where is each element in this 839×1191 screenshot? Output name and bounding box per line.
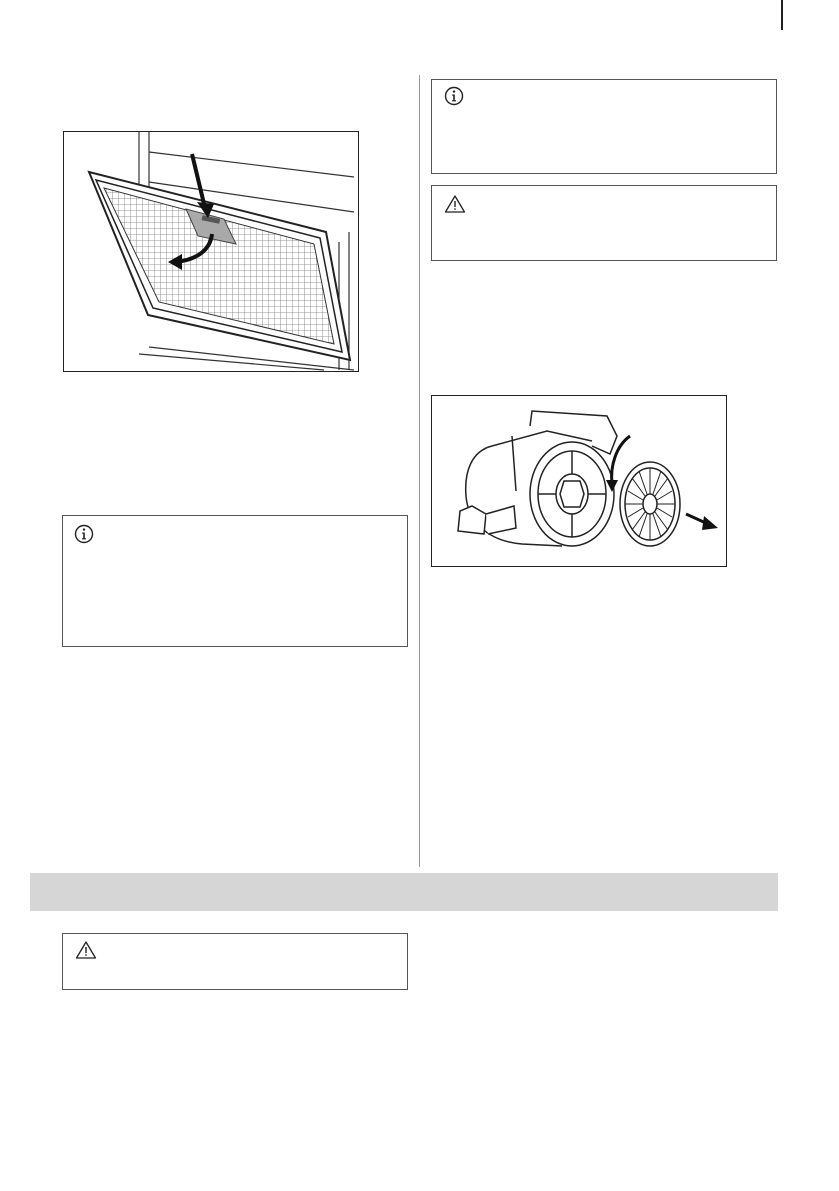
charcoal-filter-illustration xyxy=(431,395,727,567)
column-divider xyxy=(419,75,420,867)
info-icon xyxy=(74,524,94,544)
warning-notice-box xyxy=(431,185,777,261)
charcoal-filter-removal-illustration xyxy=(432,396,726,566)
page-edge-marker xyxy=(781,0,783,30)
motor-housing xyxy=(458,411,617,546)
info-notice-box xyxy=(62,515,408,647)
section-heading-band xyxy=(30,873,778,911)
info-notice-box-2 xyxy=(431,79,777,174)
grease-filter-removal-illustration xyxy=(64,132,358,371)
warning-icon xyxy=(444,194,466,214)
grease-filter-illustration xyxy=(63,131,359,372)
charcoal-filter xyxy=(620,462,680,546)
warning-notice-box-2 xyxy=(62,933,408,990)
info-icon xyxy=(444,86,464,106)
warning-icon xyxy=(75,940,97,960)
remove-arrow xyxy=(686,514,718,530)
